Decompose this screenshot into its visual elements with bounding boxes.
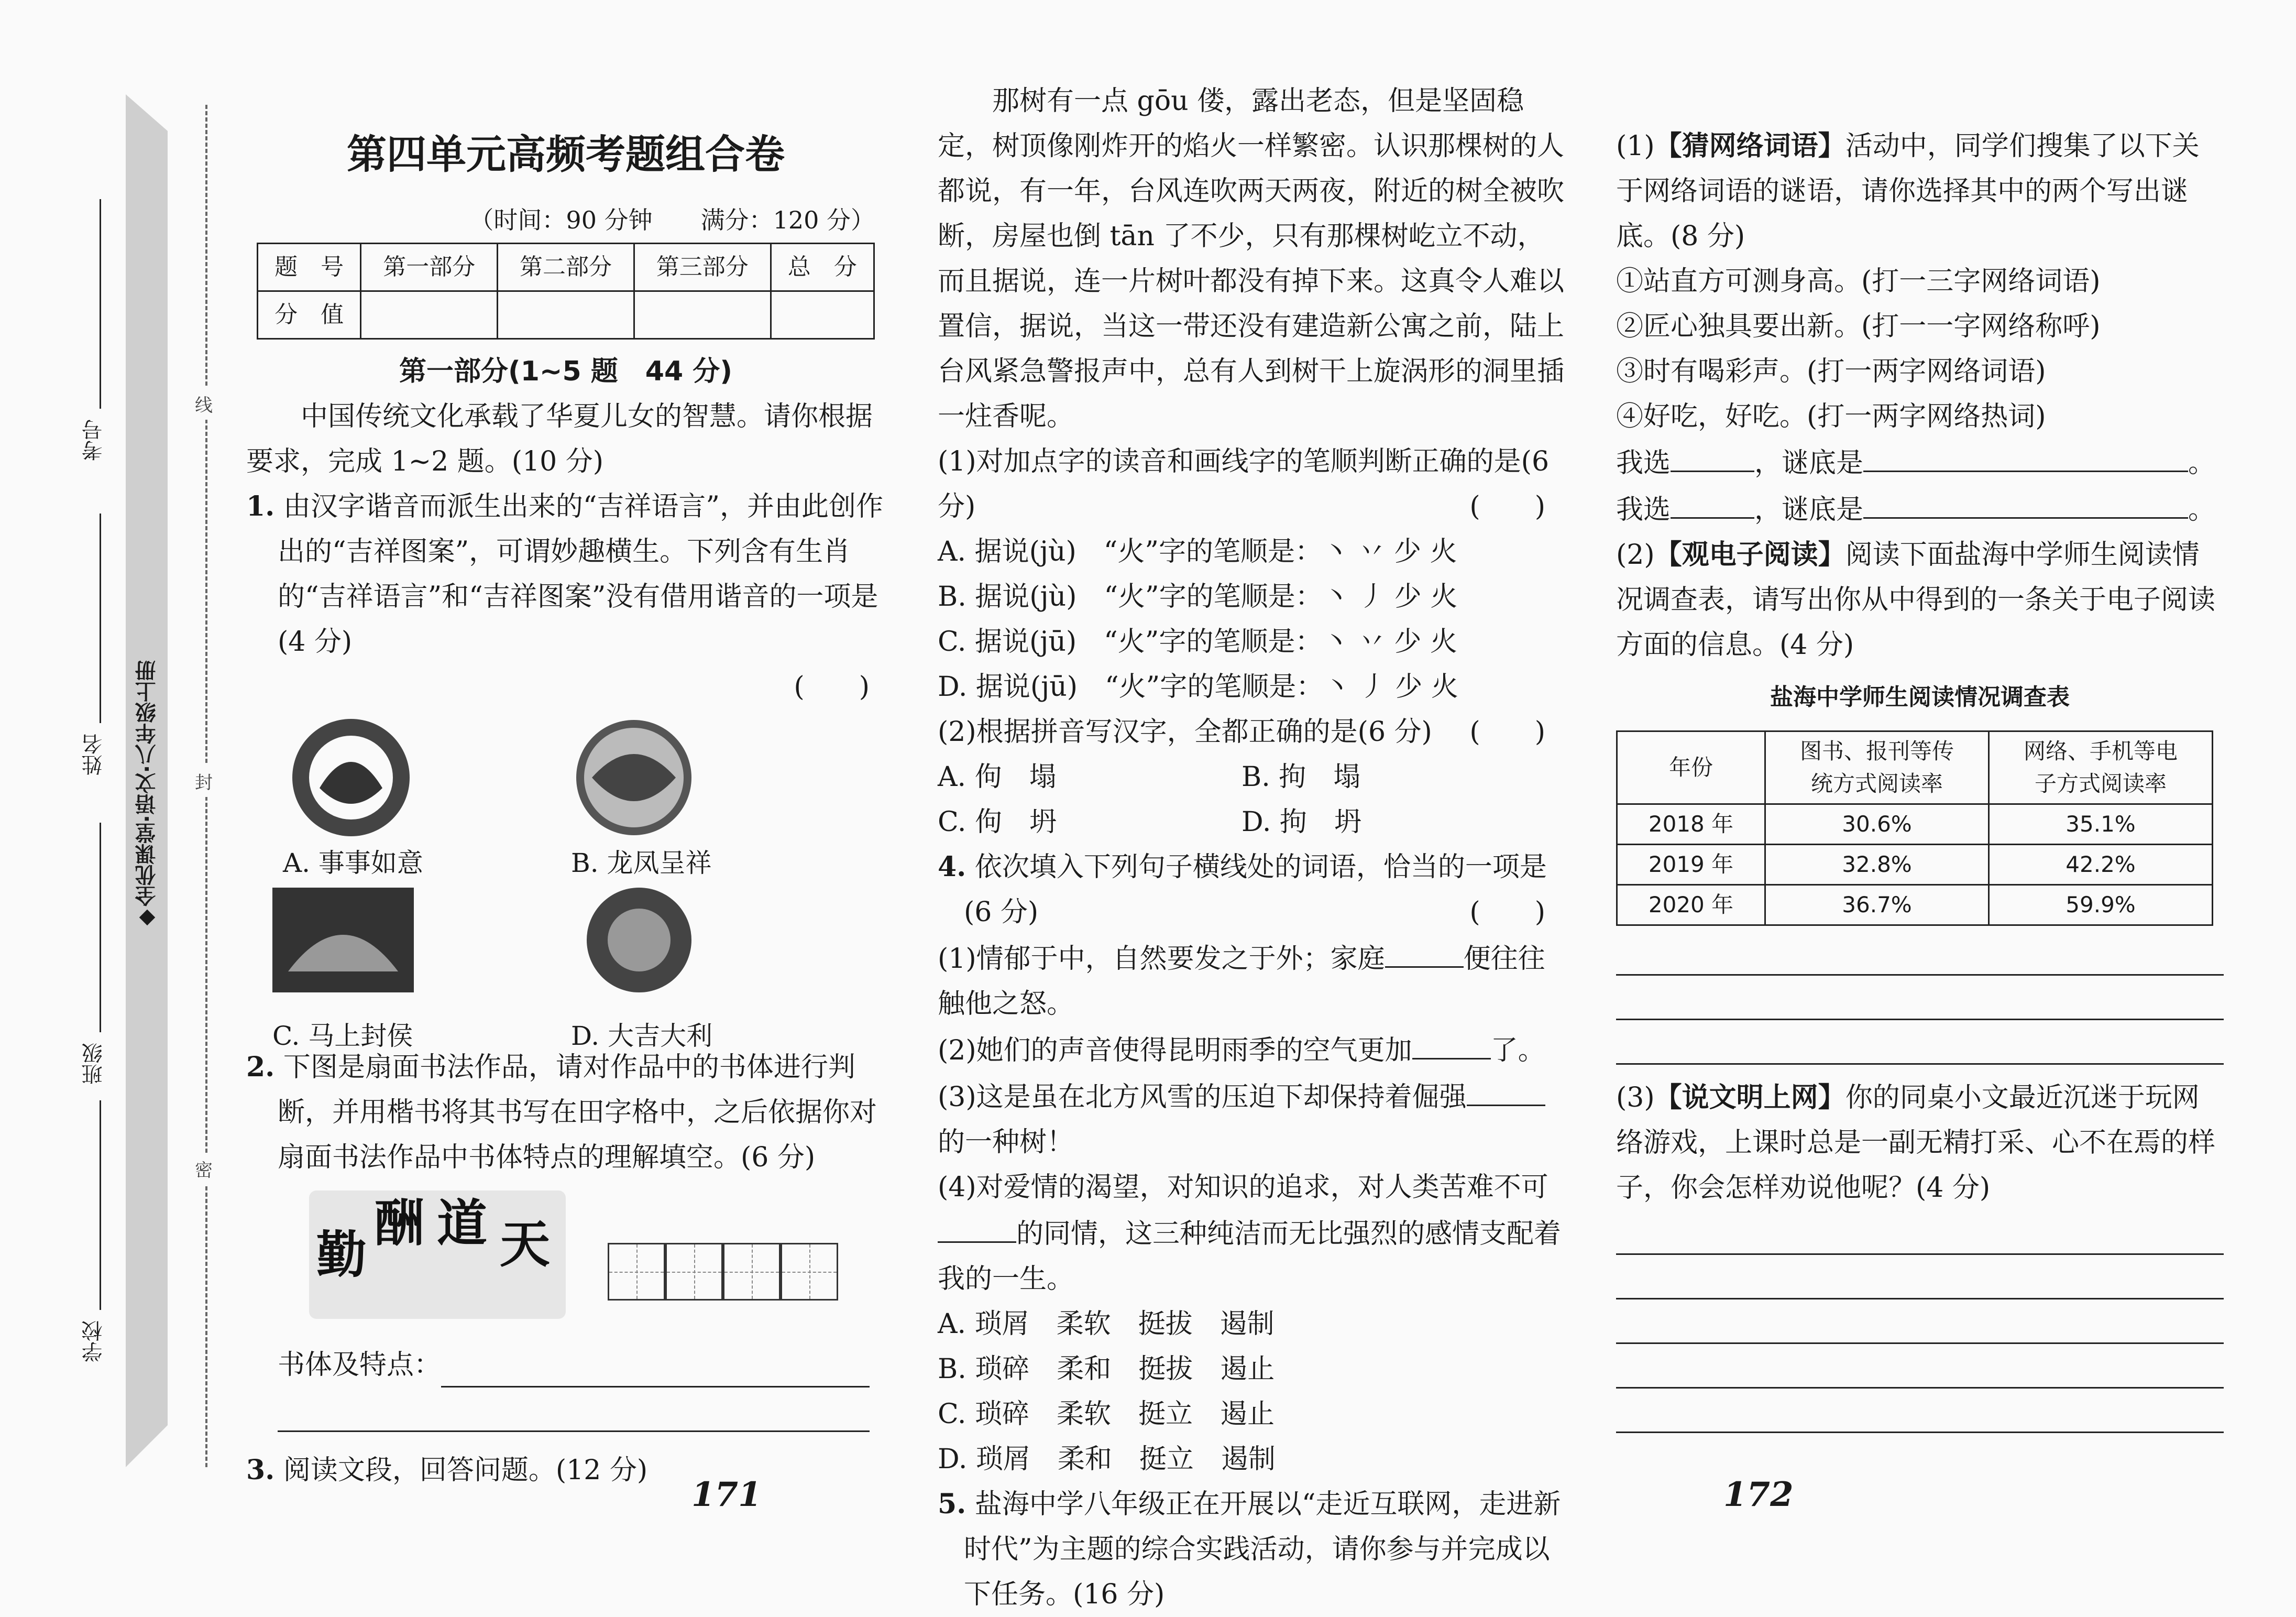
table-cell: 30.6% <box>1765 804 1989 845</box>
q4-blank-1[interactable] <box>1385 935 1464 968</box>
fan-char: 天 <box>500 1215 550 1274</box>
q4-blank-3[interactable] <box>1467 1073 1545 1106</box>
table-cell: 42.2% <box>1989 845 2213 885</box>
q3-passage: 那树有一点 gōu 偻，露出老态，但是坚固稳定，树顶像刚炸开的焰火一样繁密。认识那棵树的人都说，有一年，台风连吹两天两夜，附近的树全被吹断，房屋也倒 tān 了不少，只有那棵树屹立不动，而且据说，连一片树叶都没有掉下来。这真令人难以置信，据说，当这一带还没有建造新公寓之前，陆上台风紧急警报声中，总有人到树干上旋涡形的洞里插一炷香呢。 <box>938 85 1565 432</box>
q4-s4a: (4)对爱情的渴望，对知识的追求，对人类苦难不可 <box>938 1172 1548 1203</box>
q1 <box>246 484 885 664</box>
tianzi-grid-cell[interactable] <box>665 1243 723 1301</box>
page-title: 第四单元高频考题组合卷 <box>347 131 785 178</box>
q2-text: 下图是扇面书法作品，请对作品中的书体进行判断，并用楷书将其书写在田字格中，之后依据你对扇面书法作品中书体特点的理解填空。(6 分) <box>278 1052 877 1173</box>
image-d <box>581 882 697 998</box>
tianzi-grid-cell[interactable] <box>723 1243 781 1301</box>
option-b: B. 龙凤呈祥 <box>571 848 712 878</box>
score-cell[interactable] <box>498 291 634 339</box>
score-header-cell: 总 分 <box>771 244 874 291</box>
q5-sub1-number: (1) <box>1616 130 1655 162</box>
q3-sub1-option-d: D. 据说(jū) “火”字的笔顺是：丶 丿 少 火 <box>938 671 1458 703</box>
q4-option-b: B. 琐碎 柔和 挺拔 遏止 <box>938 1353 1275 1385</box>
q4-paren: ( ) <box>1469 897 1545 928</box>
riddle-2: ②匠心独具要出新。(打一一字网络称呼) <box>1616 311 2101 342</box>
q2-answer-label: 书体及特点： <box>278 1349 442 1381</box>
q3-sub1 <box>938 439 1566 529</box>
q5-text: 盐海中学八年级正在开展以“走近互联网，走进新时代”为主题的综合实践活动，请你参与并完成以下任务。(16 分) <box>964 1489 1561 1610</box>
q5-sub3-title: 【说文明上网】 <box>1654 1081 1845 1113</box>
q5-sub3-answer-line[interactable] <box>1616 1255 2224 1299</box>
q2 <box>246 1045 885 1180</box>
table-cell: 59.9% <box>1989 885 2213 925</box>
q4-blank-4[interactable] <box>938 1210 1016 1243</box>
q3-number: 3. <box>246 1454 275 1486</box>
table-cell: 32.8% <box>1765 845 1989 885</box>
name-line <box>100 513 101 723</box>
q4-s3b: 的一种树！ <box>938 1127 1074 1158</box>
q3-sub1-option-c: C. 据说(jū) “火”字的笔顺是：丶 丷 少 火 <box>938 626 1457 658</box>
column-1 <box>246 79 885 1493</box>
riddle-3: ③时有喝彩声。(打一两字网络词语) <box>1616 356 2046 387</box>
q2-figure <box>246 1190 885 1342</box>
choose-row-1 <box>1616 439 2224 486</box>
q3-sub2-options-row1 <box>938 755 1566 800</box>
q1-images <box>246 709 885 1051</box>
q4-sentence-1 <box>938 935 1566 1026</box>
option-a: A. 事事如意 <box>283 848 423 878</box>
fan-char: 酬 <box>374 1194 424 1253</box>
choose-blank[interactable] <box>1671 439 1754 472</box>
table-row <box>1617 885 2213 925</box>
option-c: C. 马上封侯 <box>272 1021 413 1051</box>
q2-answer-row <box>246 1342 885 1387</box>
score-row-label: 分 值 <box>258 291 361 339</box>
part1-heading: 第一部分(1~5 题 44 分) <box>399 356 733 387</box>
q3-sub1-option-a: A. 据说(jù) “火”字的笔顺是：丶 丷 少 火 <box>938 536 1457 567</box>
q4-blank-2[interactable] <box>1412 1026 1491 1059</box>
q3-sub1-text: (1)对加点字的读音和画线字的笔顺判断正确的是(6 分) <box>938 446 1550 522</box>
table-cell: 2018 年 <box>1617 804 1765 845</box>
label-exam-no: 考号 <box>82 419 106 461</box>
label-name: 姓名 <box>82 734 106 775</box>
table-header-cell: 网络、手机等电子方式阅读率 <box>1989 731 2213 804</box>
q5-sub1-text: 活动中，同学们搜集了以下关于网络词语的谜语，请你选择其中的两个写出谜底。(8 分) <box>1616 130 2200 252</box>
q1-number: 1. <box>246 490 275 522</box>
q5-sub3-text: 你的同桌小文最近沉迷于玩网络游戏，上课时总是一副无精打采、心不在焉的样子，你会怎样劝说他呢？(4 分) <box>1616 1082 2216 1204</box>
q5-sub3-answer-line[interactable] <box>1616 1344 2224 1389</box>
q1-paren: ( ) <box>794 671 870 703</box>
class-line <box>100 823 101 1032</box>
q5-sub2-answer-line[interactable] <box>1616 931 2224 976</box>
fan-char: 勤 <box>316 1226 367 1284</box>
part1-intro: 中国传统文化承载了华夏儿女的智慧。请你根据要求，完成 1~2 题。(10 分) <box>246 401 873 477</box>
score-header-cell: 第一部分 <box>361 244 498 291</box>
q4-option-d: D. 琐屑 柔和 挺立 遏制 <box>938 1444 1276 1475</box>
image-a <box>288 715 414 840</box>
q5-sub3-answer-line[interactable] <box>1616 1210 2224 1255</box>
image-b <box>571 715 697 840</box>
cut-mark-secret: 密 <box>195 1153 213 1185</box>
choose-label: 我选 <box>1616 494 1671 526</box>
choose-label: 我选 <box>1616 447 1671 479</box>
q3-sub2-text: (2)根据拼音写汉字，全都正确的是(6 分) <box>938 716 1432 748</box>
riddle-1: ①站直方可测身高。(打一三字网络词语) <box>1616 266 2101 297</box>
q4-text: 依次填入下列句子横线处的词语，恰当的一项是(6 分) <box>964 851 1547 928</box>
q2-number: 2. <box>246 1051 275 1083</box>
score-cell[interactable] <box>771 291 874 339</box>
q3-sub2 <box>938 709 1566 755</box>
q3-sub2-paren: ( ) <box>1469 716 1545 748</box>
q5-sub3-number: (3) <box>1616 1082 1655 1113</box>
book-title: ◆全优课堂·语文·八年级上册 <box>135 660 159 931</box>
table-cell: 2020 年 <box>1617 885 1765 925</box>
label-school: 学校 <box>82 1320 106 1362</box>
table-header-cell: 年份 <box>1617 731 1765 804</box>
q3 <box>246 1448 885 1493</box>
exam-no-line <box>100 199 101 409</box>
tianzi-grid-cell[interactable] <box>608 1243 665 1301</box>
table-header-cell: 图书、报刊等传统方式阅读率 <box>1765 731 1989 804</box>
q2-answer-line-2[interactable] <box>278 1387 870 1432</box>
q3-sub2-option-a: A. 佝 塌 <box>938 761 1057 793</box>
table-row <box>1617 845 2213 885</box>
table-cell: 36.7% <box>1765 885 1989 925</box>
q4-sentence-3 <box>938 1073 1566 1165</box>
riddle-4: ④好吃，好吃。(打一两字网络热词) <box>1616 401 2046 432</box>
q4 <box>938 845 1566 935</box>
q1-text: 由汉字谐音而派生出来的“吉祥语言”，并由此创作出的“吉祥图案”，可谓妙趣横生。下列含有生肖的“吉祥语言”和“吉祥图案”没有借用谐音的一项是(4 分) <box>278 491 883 658</box>
q3-sub2-option-d: D. 拘 坍 <box>1242 806 1361 838</box>
q4-s1b: 便往往触他之怒。 <box>938 943 1545 1020</box>
q4-number: 4. <box>938 851 966 883</box>
q3-sub2-option-c: C. 佝 坍 <box>938 806 1057 838</box>
label-class: 班级 <box>82 1043 106 1085</box>
time-info: （时间：90 分钟 满分：120 分） <box>469 206 875 234</box>
table-cell: 35.1% <box>1989 804 2213 845</box>
fan-char: 道 <box>437 1194 487 1253</box>
score-header-cell: 第三部分 <box>634 244 771 291</box>
image-c <box>272 888 414 992</box>
fan-calligraphy <box>309 1190 566 1319</box>
q3-sub2-options-row2 <box>938 800 1566 845</box>
choose-end: 。 <box>2188 447 2216 479</box>
q3-sub1-option-b: B. 据说(jù) “火”字的笔顺是：丶 丿 少 火 <box>938 581 1458 613</box>
q4-s3a: (3)这是虽在北方风雪的压迫下却保持着倔强 <box>938 1081 1467 1113</box>
q4-option-c: C. 琐碎 柔软 挺立 遏止 <box>938 1399 1275 1430</box>
q5-sub3-answer-line[interactable] <box>1616 1299 2224 1344</box>
q5-sub2-text: 阅读下面盐海中学师生阅读情况调查表，请写出你从中得到的一条关于电子阅读方面的信息。(4 分) <box>1616 539 2216 661</box>
q5-sub2-answer-line[interactable] <box>1616 1020 2224 1065</box>
q5 <box>938 1482 1566 1617</box>
q5-sub2-answer-line[interactable] <box>1616 976 2224 1020</box>
q5-sub3-answer-line[interactable] <box>1616 1389 2224 1433</box>
q5-number: 5. <box>938 1488 966 1520</box>
q5-sub2 <box>1616 532 2224 668</box>
q5-sub3 <box>1616 1075 2224 1210</box>
choose-end: 。 <box>2188 494 2216 526</box>
choose-blank[interactable] <box>1671 486 1754 519</box>
q5-sub1 <box>1616 124 2224 259</box>
table-cell: 2019 年 <box>1617 845 1765 885</box>
answer-label: ，谜底是 <box>1754 447 1864 479</box>
reading-table-title: 盐海中学师生阅读情况调查表 <box>1770 684 2070 711</box>
q4-s1a: (1)情郁于中，自然要发之于外；家庭 <box>938 943 1385 975</box>
score-header-cell: 第二部分 <box>498 244 634 291</box>
option-d: D. 大吉大利 <box>571 1021 713 1051</box>
q3-text: 阅读文段，回答问题。(12 分) <box>283 1455 648 1486</box>
school-line <box>100 1100 101 1310</box>
answer-blank[interactable] <box>1863 439 2188 472</box>
tianzi-grid-cell[interactable] <box>781 1243 838 1301</box>
column-2 <box>938 79 1566 1617</box>
page-number-right: 172 <box>1723 1475 1794 1514</box>
column-3 <box>1616 79 2224 1433</box>
q4-s4b: 的同情，这三种纯洁而无比强烈的感情支配着我的一生。 <box>938 1218 1562 1295</box>
q4-s2a: (2)她们的声音使得昆明雨季的空气更加 <box>938 1035 1412 1066</box>
answer-label: ，谜底是 <box>1754 494 1864 526</box>
table-row <box>1617 804 2213 845</box>
q4-sentence-4 <box>938 1165 1566 1302</box>
score-cell[interactable] <box>361 291 498 339</box>
q4-sentence-2 <box>938 1026 1566 1073</box>
page-number-left: 171 <box>691 1475 762 1514</box>
q5-sub2-number: (2) <box>1616 539 1655 571</box>
score-table <box>257 243 875 340</box>
score-header-cell: 题 号 <box>258 244 361 291</box>
answer-blank[interactable] <box>1863 486 2188 519</box>
q3-sub1-paren: ( ) <box>1469 491 1545 522</box>
q4-s2b: 了。 <box>1490 1035 1545 1066</box>
q3-sub2-option-b: B. 拘 塌 <box>1242 761 1361 793</box>
q2-answer-line[interactable] <box>441 1354 870 1387</box>
choose-row-2 <box>1616 486 2224 532</box>
score-cell[interactable] <box>634 291 771 339</box>
q5-sub1-title: 【猜网络词语】 <box>1654 130 1845 162</box>
q5-sub2-title: 【观电子阅读】 <box>1654 539 1845 571</box>
q4-option-a: A. 琐屑 柔软 挺拔 遏制 <box>938 1308 1275 1340</box>
cut-mark-seal: 封 <box>195 765 213 797</box>
cut-mark-line: 线 <box>195 388 213 420</box>
reading-table <box>1616 730 2213 926</box>
